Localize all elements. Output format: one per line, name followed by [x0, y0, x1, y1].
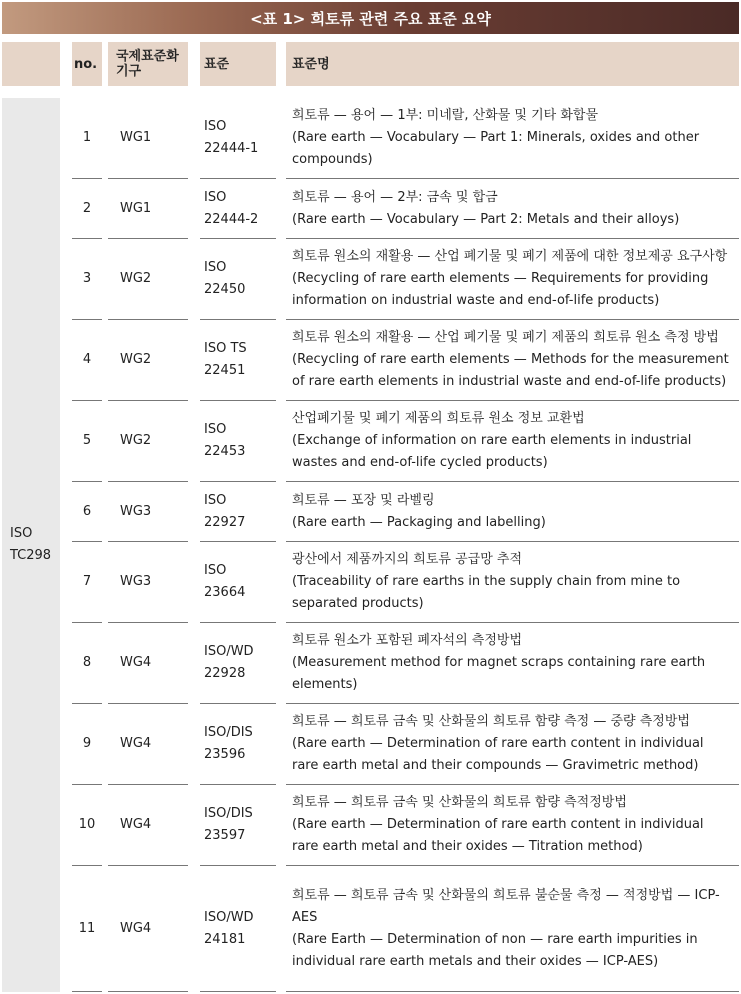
standard-name-english: (Rare earth — Determination of rare earth content in individual rare earth metal and their oxides — Titration method)	[292, 817, 704, 854]
standard-name-english: (Rare earth — Vocabulary — Part 2: Metals and their alloys)	[292, 211, 680, 227]
header-org: 국제표준화 기구	[108, 42, 188, 98]
standard-name-korean: 산업폐기물 및 폐기 제품의 희토류 원소 정보 교환법	[292, 411, 585, 426]
table-row	[2, 542, 739, 623]
standard-name-korean: 희토류 — 용어 — 2부: 금속 및 합금	[292, 189, 498, 205]
standard-name	[286, 482, 739, 542]
row-number: 6	[72, 482, 102, 542]
working-group: WG1	[108, 179, 188, 239]
table-row	[2, 482, 739, 542]
row-number: 8	[72, 623, 102, 704]
row-number: 10	[72, 785, 102, 866]
working-group: WG3	[108, 482, 188, 542]
standard-name	[286, 704, 739, 785]
working-group: WG4	[108, 623, 188, 704]
standard-name-english: (Rare earth — Packaging and labelling)	[292, 514, 546, 530]
standard-id: ISO/DIS 23597	[200, 785, 276, 866]
table-row	[2, 623, 739, 704]
standard-name-korean: 광산에서 제품까지의 희토류 공급망 추적	[292, 552, 523, 567]
standard-name-english: (Rare Earth — Determination of non — rare earth impurities in individual rare earth metals and their oxides — ICP-AES)	[292, 931, 698, 969]
standard-name	[286, 401, 739, 482]
row-number: 7	[72, 542, 102, 623]
row-number: 4	[72, 320, 102, 401]
table-row	[2, 401, 739, 482]
standard-id: ISO 22444-1	[200, 98, 276, 179]
working-group: WG3	[108, 542, 188, 623]
standard-name-korean: 희토류 — 용어 — 1부: 미네랄, 산화물 및 기타 화합물	[292, 108, 599, 123]
standard-name-english: (Measurement method for magnet scraps containing rare earth elements)	[292, 655, 706, 692]
row-number: 1	[72, 98, 102, 179]
table-row	[2, 239, 739, 320]
header-no: no.	[72, 42, 102, 98]
working-group: WG4	[108, 866, 188, 992]
standard-id: ISO 23664	[200, 542, 276, 623]
standard-name-korean: 희토류 — 희토류 금속 및 산화물의 희토류 불순물 측정 — 적정방법 — ICP-AES	[292, 887, 720, 925]
standard-id: ISO/WD 22928	[200, 623, 276, 704]
standard-name-english: (Rare earth — Vocabulary — Part 1: Minerals, oxides and other compounds)	[292, 130, 700, 167]
table-row	[2, 320, 739, 401]
standard-id: ISO/DIS 23596	[200, 704, 276, 785]
standard-name	[286, 785, 739, 866]
standard-name	[286, 98, 739, 179]
header-name: 표준명	[286, 42, 739, 98]
standard-name-english: (Rare earth — Determination of rare earth content in individual rare earth metal and their compounds — Gravimetric method)	[292, 736, 704, 773]
standard-name	[286, 179, 739, 239]
working-group: WG4	[108, 704, 188, 785]
standard-name-english: (Recycling of rare earth elements — Requirements for providing information on industrial waste and end-of-life products)	[292, 271, 709, 308]
table-row	[2, 704, 739, 785]
row-number: 11	[72, 866, 102, 992]
standard-name-english: (Recycling of rare earth elements — Methods for the measurement of rare earth elements in industrial waste and end-of-life products)	[292, 352, 729, 389]
working-group: WG2	[108, 401, 188, 482]
standard-name	[286, 239, 739, 320]
row-number: 9	[72, 704, 102, 785]
standard-id: ISO TS 22451	[200, 320, 276, 401]
table-row	[2, 785, 739, 866]
working-group: WG2	[108, 239, 188, 320]
standard-name-korean: 희토류 — 희토류 금속 및 산화물의 희토류 함량 측정 — 중량 측정방법	[292, 714, 690, 729]
header-row	[2, 42, 739, 98]
working-group: WG2	[108, 320, 188, 401]
header-blank	[2, 42, 60, 98]
header-std: 표준	[200, 42, 276, 98]
standard-id: ISO 22444-2	[200, 179, 276, 239]
standard-name-english: (Traceability of rare earths in the supply chain from mine to separated products)	[292, 574, 681, 611]
row-number: 5	[72, 401, 102, 482]
standard-id: ISO/WD 24181	[200, 866, 276, 992]
org-cell: ISO TC298	[2, 98, 60, 992]
standard-name-korean: 희토류 원소의 재활용 — 산업 폐기물 및 폐기 제품의 희토류 원소 측정 방법	[292, 330, 719, 345]
standard-name	[286, 542, 739, 623]
standard-name	[286, 320, 739, 401]
standard-id: ISO 22450	[200, 239, 276, 320]
standard-name	[286, 623, 739, 704]
working-group: WG1	[108, 98, 188, 179]
standard-name-korean: 희토류 원소가 포함된 폐자석의 측정방법	[292, 633, 523, 648]
table-row	[2, 866, 739, 992]
row-number: 2	[72, 179, 102, 239]
standard-name-korean: 희토류 원소의 재활용 — 산업 폐기물 및 폐기 제품에 대한 정보제공 요구사항	[292, 249, 728, 264]
table-row	[2, 179, 739, 239]
table-row	[2, 98, 739, 179]
standard-id: ISO 22927	[200, 482, 276, 542]
standard-name-korean: 희토류 — 포장 및 라벨링	[292, 492, 435, 508]
table-caption: <표 1> 희토류 관련 주요 표준 요약	[2, 2, 739, 34]
standard-name-korean: 희토류 — 희토류 금속 및 산화물의 희토류 함량 측적정방법	[292, 795, 627, 810]
row-number: 3	[72, 239, 102, 320]
working-group: WG4	[108, 785, 188, 866]
standard-name	[286, 866, 739, 992]
standards-table	[2, 42, 739, 992]
standard-id: ISO 22453	[200, 401, 276, 482]
standard-name-english: (Exchange of information on rare earth elements in industrial wastes and end-of-life cycled products)	[292, 433, 692, 470]
